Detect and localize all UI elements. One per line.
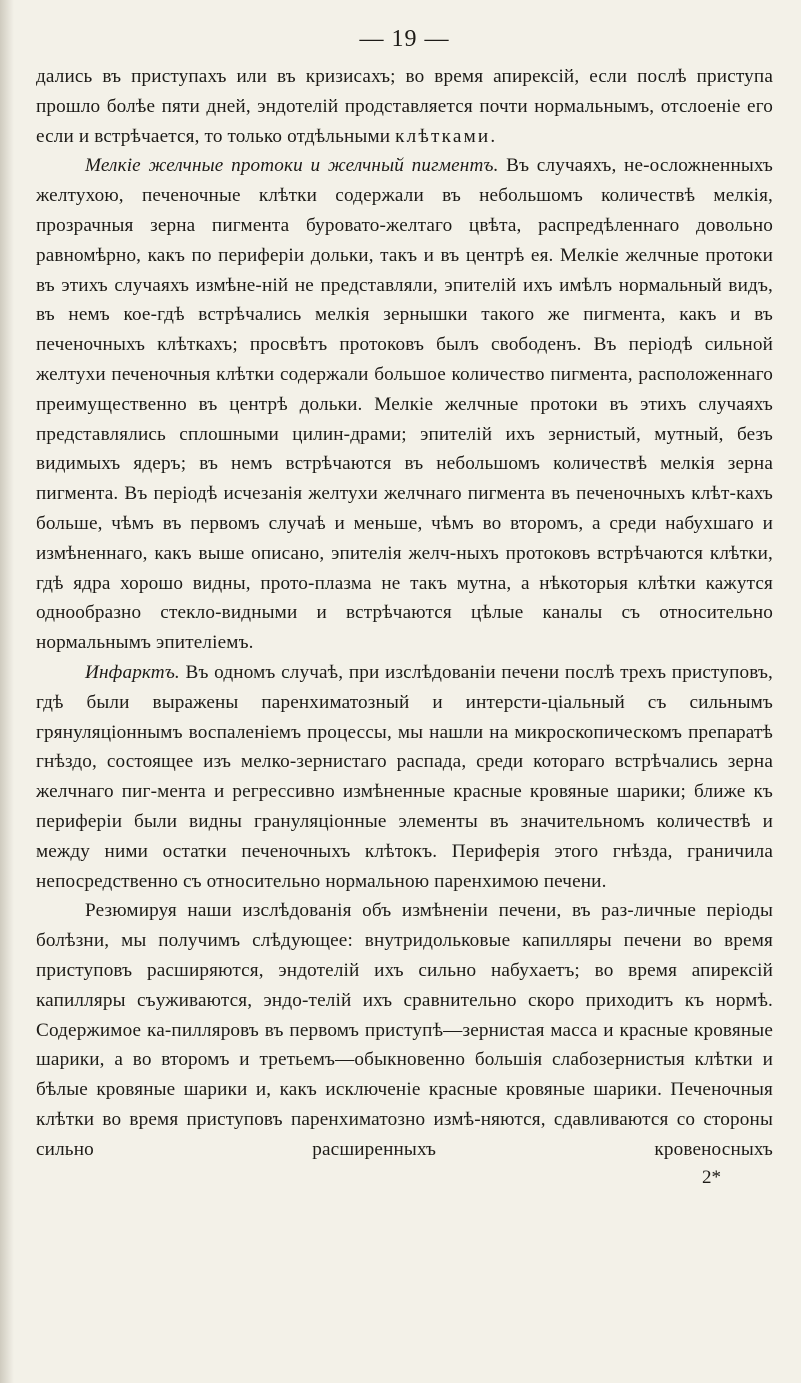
paragraph-text: дались въ приступахъ или въ кризисахъ; во время апирексій, если послѣ приступа прошло болѣе пяти дней, эндотелій продставляется почти нормальнымъ, отслоеніе его если и встрѣчается, то только отдѣльными: [36, 66, 773, 147]
paragraph-continuation: [36, 62, 773, 151]
page-edge-shadow: [0, 0, 14, 1383]
paragraph-text: Въ случаяхъ, не-осложненныхъ желтухою, печеночные клѣтки содержали въ небольшомъ количествѣ мелкія, прозрачныя зерна пигмента буровато-желтаго цвѣта, распредѣленнаго довольно равномѣрно, какъ по периферіи дольки, такъ и въ центрѣ ея. Мелкіе желчные протоки въ этихъ случаяхъ измѣне-ній не представляли, эпителій ихъ имѣлъ нормальный видъ, въ немъ кое-гдѣ встрѣчались мелкія зернышки такого же пигмента, какъ и въ печеночныхъ клѣткахъ; просвѣтъ протоковъ былъ свободенъ. Въ періодѣ сильной желтухи печеночныя клѣтки содержали большое количество пигмента, расположеннаго преимущественно въ центрѣ дольки. Мелкіе желчные протоки въ этихъ случаяхъ представлялись сплошными цилин-драми; эпителій ихъ зернистый, мутный, безъ видимыхъ ядеръ; въ немъ встрѣчаются въ небольшомъ количествѣ мелкія зерна пигмента. Въ періодѣ исчезанія желтухи желчнаго пигмента въ печеночныхъ клѣт-кахъ больше, чѣмъ въ первомъ случаѣ и меньше, чѣмъ во второмъ, а среди набухшаго и измѣненнаго, какъ выше описано, эпителія желч-ныхъ протоковъ встрѣчаются клѣтки, гдѣ ядра хорошо видны, прото-плазма не такъ мутна, а нѣкоторыя клѣтки кажутся однообразно стекло-видными и встрѣчаются цѣлые каналы съ относительно нормальнымъ эпителіемъ.: [36, 155, 773, 654]
body-text: [36, 62, 773, 1164]
page-number: — 19 —: [359, 26, 450, 52]
paragraph-summary: [36, 896, 773, 1164]
section-heading-bile-ducts: Мелкіе желчные протоки и желчный пигментъ.: [85, 155, 499, 177]
spaced-word: клѣтками.: [395, 125, 498, 147]
document-page: [36, 0, 773, 1190]
signature-mark: 2*: [702, 1167, 721, 1189]
section-heading-infarct: Инфарктъ.: [85, 661, 180, 683]
paragraph-text: Въ одномъ случаѣ, при изслѣдованіи печени послѣ трехъ приступовъ, гдѣ были выражены паренхиматозный и интерсти-ціальный съ сильнымъ грянуляціоннымъ воспаленіемъ процессы, мы нашли на микроскопическомъ препаратѣ гнѣздо, состоящее изъ мелко-зернистаго распада, среди котораго встрѣчались зерна желчнаго пиг-мента и регрессивно измѣненные красные кровяные шарики; ближе къ периферіи были видны грануляціонные элементы въ значительномъ количествѣ и между ними остатки печеночныхъ клѣтокъ. Периферія этого гнѣзда, граничила непосредственно съ относительно нормальною паренхимою печени.: [36, 661, 773, 892]
paragraph-bile-ducts: [36, 151, 773, 658]
paragraph-text: Резюмируя наши изслѣдованія объ измѣненіи печени, въ раз-личные періоды болѣзни, мы получимъ слѣдующее: внутридольковые капилляры печени во время приступовъ расширяются, эндотелій ихъ сильно набухаетъ; во время апирексій капилляры съуживаются, эндо-телій ихъ сравнительно скоро приходитъ къ нормѣ. Содержимое ка-пилляровъ въ первомъ приступѣ—зернистая масса и красные кровяные шарики, а во второмъ и третьемъ—обыкновенно большія слабозернистыя клѣтки и бѣлые кровяные шарики и, какъ исключеніе красные кровяные шарики. Печеночныя клѣтки во время приступовъ паренхиматозно измѣ-няются, сдавливаются со стороны сильно расширенныхъ кровеносныхъ: [36, 900, 773, 1160]
paragraph-infarct: [36, 658, 773, 896]
